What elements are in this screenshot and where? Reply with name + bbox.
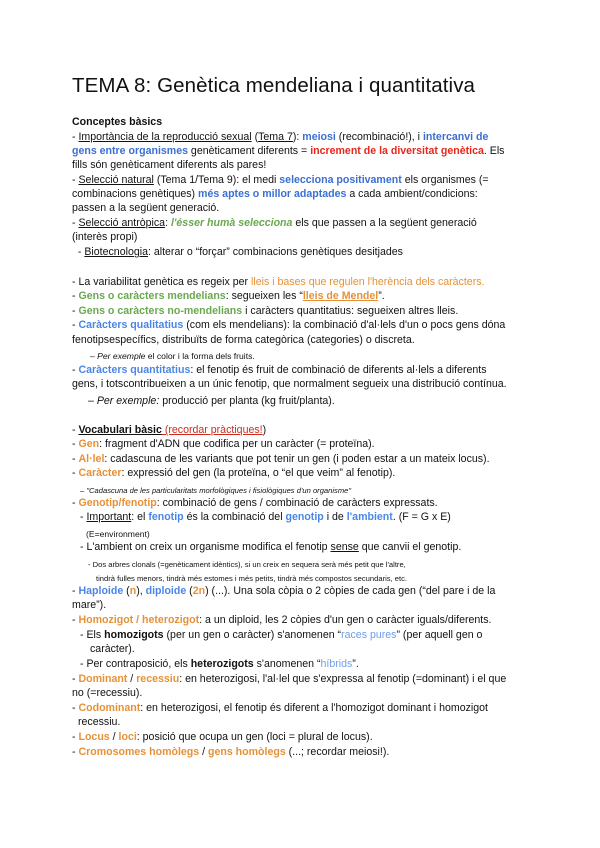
text-line: tindrà fulles menors, tindrà més estomes i més petits, tindrà més compostos secundaris, etc. [96, 574, 408, 583]
text-line: – Per exemple: producció per planta (kg fruit/planta). [88, 395, 335, 407]
page-title: TEMA 8: Genètica mendeliana i quantitativa [72, 74, 476, 97]
text-line: - Al·lel: cadascuna de les variants que pot tenir un gen (i poden estar a un mateix locus). [72, 453, 490, 465]
text-line: - Haploide (n), diploide (2n) (...). Una sola còpia o 2 còpies de cada gen (“del pare i de la [72, 585, 496, 597]
text-line: - Cromosomes homòlegs / gens homòlegs (...; recordar meiosi!). [72, 746, 390, 758]
text-line: - L'ambient on creix un organisme modifica el fenotip sense que canvii el genotip. [80, 541, 462, 553]
text-line: gens, i totscontribueixen a un únic fenotip, que normalment segueix una distribució contínua. [72, 378, 507, 390]
text-line: - Biotecnologia: alterar o “forçar” combinacions genètiques desitjades [72, 246, 403, 258]
text-line: - Codominant: en heterozigosi, el fenotip és diferent a l'homozigot dominant i homozigot [72, 702, 488, 714]
text-line: – "Cadascuna de les particularitats morfològiques i fisiològiques d'un organisme" [80, 486, 352, 495]
text-line: combinacions genètiques) més aptes o millor adaptades a cada ambient/condicions: [72, 188, 478, 200]
text-line: - Dominant / recessiu: en heterozigosi, l'al·lel que s'expressa al fenotip (=dominant) i el que [72, 673, 507, 685]
text-line: - Genotip/fenotip: combinació de gens / combinació de caràcters expressats. [72, 497, 438, 509]
text-line: passen a la següent generació. [72, 202, 220, 214]
text-line: - Els homozigots (per un gen o caràcter) s'anomenen “races pures” (per aquell gen o [80, 629, 483, 641]
text-line: - Caràcter: expressió del gen (la proteïna, o “el que veim” al fenotip). [72, 467, 396, 479]
text-line: - Selecció antròpica: l'ésser humà selecciona els que passen a la següent generació [72, 217, 477, 229]
text-line: recessiu. [78, 716, 121, 728]
text-line: - Selecció natural (Tema 1/Tema 9): el medi selecciona positivament els organismes (= [72, 174, 489, 186]
text-line: (interès propi) [72, 231, 138, 243]
text-line: - Importància de la reproducció sexual (Tema 7): meiosi (recombinació!), i intercanvi de [72, 131, 489, 143]
text-line: fills són genèticament diferents als pares! [72, 159, 267, 171]
text-line: fenotipsespecífics, distribuïts de forma categòrica (categories) o discreta. [72, 334, 415, 346]
text-line: - Vocabulari bàsic (recordar pràctiques!) [72, 424, 267, 436]
text-line: - La variabilitat genètica es regeix per lleis i bases que regulen l'herència dels caràcters. [72, 276, 485, 288]
text-line: - Gens o caràcters mendelians: segueixen les “lleis de Mendel”. [72, 290, 385, 302]
text-line: - Locus / loci: posició que ocupa un gen (loci = plural de locus). [72, 731, 373, 743]
text-line: - Caràcters qualitatius (com els mendelians): la combinació d'al·lels d'un o pocs gens dóna [72, 319, 506, 331]
text-line: - Per contraposició, els heterozigots s'anomenen “híbrids”. [80, 658, 359, 670]
text-line: no (=recessiu). [72, 687, 143, 699]
text-line: mare”). [72, 599, 107, 611]
text-line: - Gen: fragment d'ADN que codifica per un caràcter (= proteïna). [72, 438, 375, 450]
text-line: (E=environment) [86, 529, 150, 539]
section-heading: Conceptes bàsics [72, 116, 163, 128]
text-line: - Homozigot / heterozigot: a un diploid, les 2 còpies d'un gen o caràcter iguals/diferents. [72, 614, 492, 626]
text-line: – Per exemple el color i la forma dels fruits. [90, 351, 255, 361]
text-line: - Dos arbres clonals (=genèticament idèntics), si un creix en sequera serà més petit que l'altre, [88, 560, 406, 569]
text-line: - Gens o caràcters no-mendelians i caràcters quantitatius: segueixen altres lleis. [72, 305, 459, 317]
text-line: gens entre organismes genèticament diferents = increment de la diversitat genètica. Els [72, 145, 505, 157]
text-line: caràcter). [90, 643, 135, 655]
text-line: - Caràcters quantitatius: el fenotip és fruit de combinació de diferents al·lels a diferents [72, 364, 487, 376]
text-line: - Important: el fenotip és la combinació del genotip i de l'ambient. (F = G x E) [80, 511, 451, 523]
